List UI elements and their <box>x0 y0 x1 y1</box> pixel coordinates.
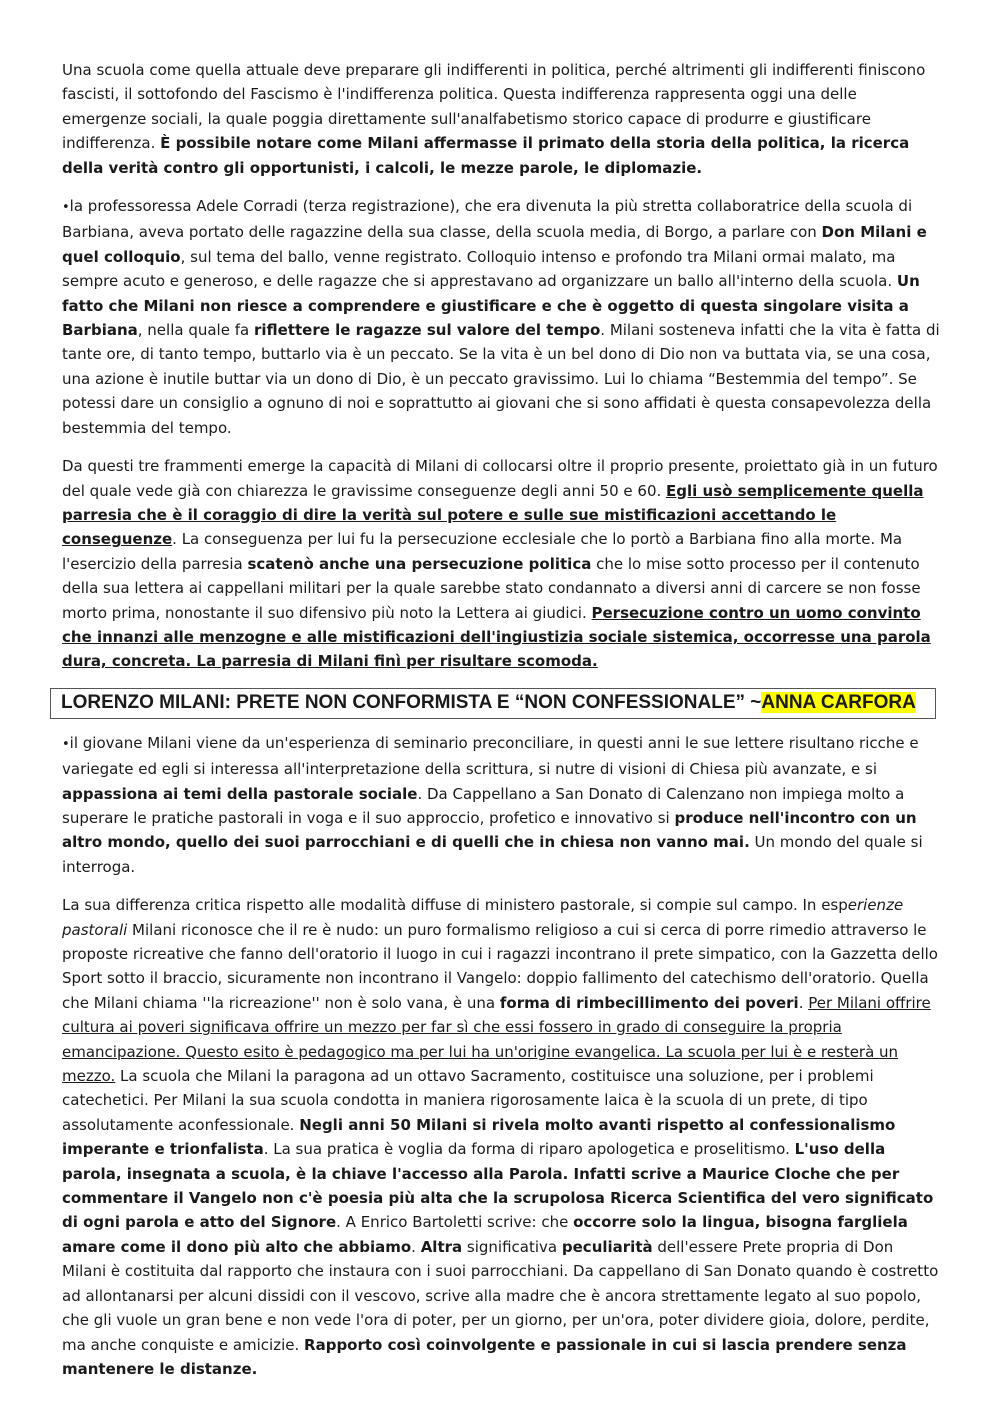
text-span: . La sua pratica è voglia da forma di riparo apologetica e proselitismo. <box>263 1140 795 1159</box>
text-span: . <box>411 1237 421 1256</box>
bold-span: peculiarità <box>561 1237 653 1256</box>
text-span: . <box>798 993 809 1012</box>
bold-span: appassiona ai temi della pastorale sociale <box>62 784 418 803</box>
text-span: Da questi tre frammenti emerge la capacità di Milani di collocarsi oltre il proprio presente, proiettato già in un futuro del quale vede già con chiarezza le gravissime conseguenze degli anni 50 e 60. <box>62 457 938 500</box>
bold-span: Don Milani e quel colloquio <box>62 223 927 266</box>
text-span: , nella quale fa <box>137 321 254 340</box>
text-span: Una scuola come quella attuale deve preparare gli indifferenti in politica, perché altrimenti gli indifferenti finiscono fascisti, il sottofondo del Fascismo è l'indifferenza politica. Questa indifferenza rappresenta oggi una delle emergenze sociali, la quale poggia direttamente sull'analfabetismo storico capace di produrre e giustificare indifferenza. <box>62 61 926 153</box>
text-span: Milani riconosce che il re è nudo: un puro formalismo religioso a cui si cerca di porre rimedio attraverso le proposte ricreative che fanno dell'oratorio il luogo in cui i ragazzi incontrano il prete simpatico, con la Gazzetta dello Sport sotto il braccio, sicuramente non incontrano il Vangelo: doppio fallimento del catechismo dell'oratorio. Quella che Milani chiama ''la ricreazione'' non è solo vana, è una <box>62 920 938 1012</box>
bold-span: produce nell'incontro con un altro mondo, quello dei suoi parrocchiani e di quelli che in chiesa non vanno mai. <box>62 808 917 852</box>
document-page <box>62 58 940 1391</box>
bold-span: occorre solo la lingua, bisogna fargliela amare come il dono più alto che abbiamo <box>62 1213 908 1256</box>
text-span: la professoressa Adele Corradi (terza registrazione), che era divenuta la più stretta collaboratrice della scuola di Barbiana, aveva portato delle ragazzine della sua classe, della scuola media, di Borgo, a parlare con <box>62 197 913 242</box>
bold-span: L'uso della parola, insegnata a scuola, è la chiave l'accesso alla Parola. Infatti scrive a Maurice Cloche che per commentare il Vangelo non c'è poesia più alta che la scrupolosa Ricerca Scientifica del vero significato di ogni parola e atto del Signore <box>62 1140 934 1232</box>
paragraph-parresia <box>62 454 940 674</box>
text-span: dell'essere Prete propria di Don Milani è costituita dal rapporto che instaura con i suoi parrocchiani. Da cappellano di San Donato quando è costretto ad allontanarsi per alcuni dissidi con il vescovo, scrive alla madre che è ancora strettamente legato al suo popolo, che gli vuole un gran bene e non vede l'ora di poter, per un giorno, per un'ora, poter dividere gioia, dolore, perdite, ma anche conquiste e amicizie. <box>62 1237 939 1354</box>
paragraph-indifferenza <box>62 58 940 180</box>
bold-span: Negli anni 50 Milani si rivela molto avanti rispetto al confessionalismo imperante e trionfalista <box>62 1115 896 1159</box>
heading-title: LORENZO MILANI: PRETE NON CONFORMISTA E “NON CONFESSIONALE” ~ <box>61 691 762 713</box>
text-span: , sul tema del ballo, venne registrato. Colloquio intenso e profondo tra Milani ormai malato, ma sempre acuto e generoso, e delle ragazze che si apprestavano ad organizzare un ballo all'interno della scuola. <box>62 247 897 291</box>
paragraph-corradi <box>62 194 940 440</box>
italic-span: erienze pastorali <box>62 896 904 939</box>
text-span: . A Enrico Bartoletti scrive: che <box>336 1213 574 1232</box>
bullet-icon: • <box>62 736 70 752</box>
bold-span: Un fatto che Milani non riesce a comprendere e giustificare e che è oggetto di questa singolare visita a Barbiana <box>62 272 920 340</box>
paragraph-differenza-critica <box>62 893 940 1381</box>
bullet-icon: • <box>62 200 70 216</box>
underlined-span: Per Milani offrire cultura ai poveri significava offrire un mezzo per far sì che essi fossero in grado di conseguire la propria emancipazione. Questo esito è pedagogico ma per lui ha un'origine evangelica. La scuola per lui è e resterà un mezzo. <box>62 993 931 1086</box>
bold-span: Altra <box>420 1237 463 1256</box>
text-span: . Da Cappellano a San Donato di Calenzano non impiega molto a superare le pratiche pastorali in voga e il suo approccio, profetico e innovativo si <box>62 784 905 827</box>
text-span: Un mondo del quale si interroga. <box>62 833 923 876</box>
bold-span: È possibile notare come Milani affermasse il primato della storia della politica, la ricerca della verità contro gli opportunisti, i calcoli, le mezze parole, le diplomazie. <box>62 134 910 177</box>
text-span: . La conseguenza per lui fu la persecuzione ecclesiale che lo portò a Barbiana fino alla morte. Ma l'esercizio della parresia <box>62 530 903 573</box>
bold-underlined-span: Persecuzione contro un uomo convinto che innanzi alle menzogne e alle mistificazioni dell'ingiustizia sociale sistemica, occorresse una parola dura, concreta. La parresia di Milani finì per risultare scomoda. <box>62 603 931 671</box>
bold-span: riflettere le ragazze sul valore del tempo <box>253 321 601 340</box>
text-span: il giovane Milani viene da un'esperienza di seminario preconciliare, in questi anni le sue lettere risultano ricche e variegate ed egli si interessa all'interpretazione della scrittura, si nutre di visioni di Chiesa più avanzate, e si <box>62 733 919 779</box>
bold-span: forma di rimbecillimento dei poveri <box>499 993 799 1012</box>
text-span: La scuola che Milani la paragona ad un ottavo Sacramento, costituisce una soluzione, per i problemi catechetici. Per Milani la sua scuola condotta in maniera rigorosamente laica è la scuola di un prete, di tipo assolutamente aconfessionale. <box>62 1067 874 1134</box>
section-heading <box>50 688 936 719</box>
text-span: significativa <box>462 1237 562 1256</box>
heading-author-highlight: ANNA CARFORA <box>761 691 916 713</box>
bold-span: Rapporto così coinvolgente e passionale in cui si lascia prendere senza mantenere le distanze. <box>62 1335 907 1378</box>
paragraph-giovane-milani <box>62 731 940 879</box>
text-span: La sua differenza critica rispetto alle modalità diffuse di ministero pastorale, si compie sul campo. In esp <box>62 896 848 915</box>
bold-underlined-span: Egli usò semplicemente quella parresia che è il coraggio di dire la verità sul potere e sulle sue mistificazioni accettando le conseguenze <box>62 481 924 549</box>
text-span: che lo mise sotto processo per il contenuto della sua lettera ai cappellani militari per la quale sarebbe stato condannato a diversi anni di carcere se non fosse morto prima, nonostante il suo difensivo più noto la Lettera ai giudici. <box>62 554 921 622</box>
bold-span: scatenò anche una persecuzione politica <box>247 554 592 573</box>
text-span: . Milani sosteneva infatti che la vita è fatta di tante ore, di tanto tempo, buttarlo via è un peccato. Se la vita è un bel dono di Dio non va buttata via, se una cosa, una azione è inutile buttar via un dono di Dio, è un peccato gravissimo. Lui lo chiama “Bestemmia del tempo”. Se potessi dare un consiglio a ognuno di noi e soprattutto ai giovani che si sono affidati è questa consapevolezza della bestemmia del tempo. <box>62 321 940 437</box>
